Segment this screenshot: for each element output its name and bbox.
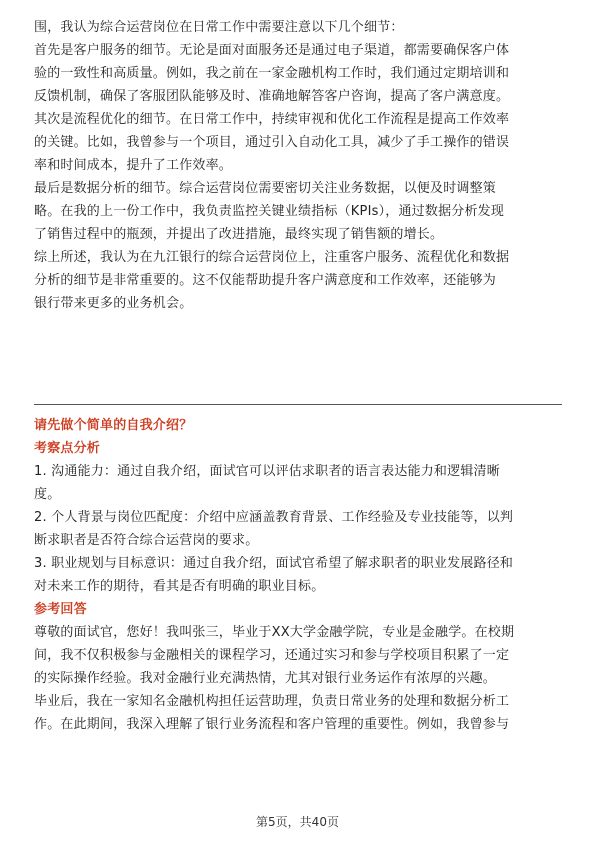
- question-heading: 请先做个简单的自我介绍？: [34, 418, 193, 433]
- section-1: [34, 16, 562, 315]
- paragraph-line: 分析的细节是非常重要的。这不仅能帮助提升客户满意度和工作效率，还能够为: [34, 273, 497, 288]
- paragraph-line: 其次是流程优化的细节。在日常工作中，持续审视和优化工作流程是提高工作效率: [34, 112, 510, 127]
- paragraph-line: 综上所述，我认为在九江银行的综合运营岗位上，注重客户服务、流程优化和数据: [34, 250, 510, 265]
- answer-line: 作。在此期间，我深入理解了银行业务流程和客户管理的重要性。例如，我曾参与: [34, 717, 510, 732]
- analysis-line: 断求职者是否符合综合运营岗的要求。: [34, 533, 259, 548]
- page-number: 第5页，共40页: [256, 815, 339, 829]
- answer-line: 毕业后，我在一家知名金融机构担任运营助理，负责日常业务的处理和数据分析工: [34, 694, 510, 709]
- paragraph-line: 反馈机制，确保了客服团队能够及时、准确地解答客户咨询，提高了客户满意度。: [34, 89, 510, 104]
- paragraph-line: 围，我认为综合运营岗位在日常工作中需要注意以下几个细节：: [34, 20, 404, 35]
- paragraph-line: 了销售过程中的瓶颈，并提出了改进措施，最终实现了销售额的增长。: [34, 227, 444, 242]
- answer-heading: 参考回答: [34, 602, 87, 617]
- analysis-line: 1. 沟通能力：通过自我介绍，面试官可以评估求职者的语言表达能力和逻辑清晰: [34, 464, 500, 479]
- paragraph-line: 首先是客户服务的细节。无论是面对面服务还是通过电子渠道，都需要确保客户体: [34, 43, 510, 58]
- paragraph-line: 最后是数据分析的细节。综合运营岗位需要密切关注业务数据，以便及时调整策: [34, 181, 497, 196]
- paragraph-line: 银行带来更多的业务机会。: [34, 296, 193, 311]
- answer-line: 间，我不仅积极参与金融相关的课程学习，还通过实习和参与学校项目积累了一定: [34, 648, 510, 663]
- answer-line: 的实际操作经验。我对金融行业充满热情，尤其对银行业务运作有浓厚的兴趣。: [34, 671, 497, 686]
- analysis-line: 2. 个人背景与岗位匹配度：介绍中应涵盖教育背景、工作经验及专业技能等，以判: [34, 510, 514, 525]
- analysis-line: 3. 职业规划与目标意识：通过自我介绍，面试官希望了解求职者的职业发展路径和: [34, 556, 514, 571]
- section-2: [34, 414, 562, 736]
- paragraph-line: 验的一致性和高质量。例如，我之前在一家金融机构工作时，我们通过定期培训和: [34, 66, 510, 81]
- paragraph-line: 略。在我的上一份工作中，我负责监控关键业绩指标（KPIs），通过数据分析发现: [34, 204, 505, 219]
- section-divider: [34, 404, 562, 405]
- analysis-line: 对未来工作的期待，看其是否有明确的职业目标。: [34, 579, 325, 594]
- paragraph-line: 率和时间成本，提升了工作效率。: [34, 158, 233, 173]
- answer-line: 尊敬的面试官，您好！我叫张三，毕业于XX大学金融学院，专业是金融学。在校期: [34, 625, 515, 640]
- paragraph-line: 的关键。比如，我曾参与一个项目，通过引入自动化工具，减少了手工操作的错误: [34, 135, 510, 150]
- analysis-line: 度。: [34, 487, 61, 502]
- analysis-heading: 考察点分析: [34, 441, 101, 456]
